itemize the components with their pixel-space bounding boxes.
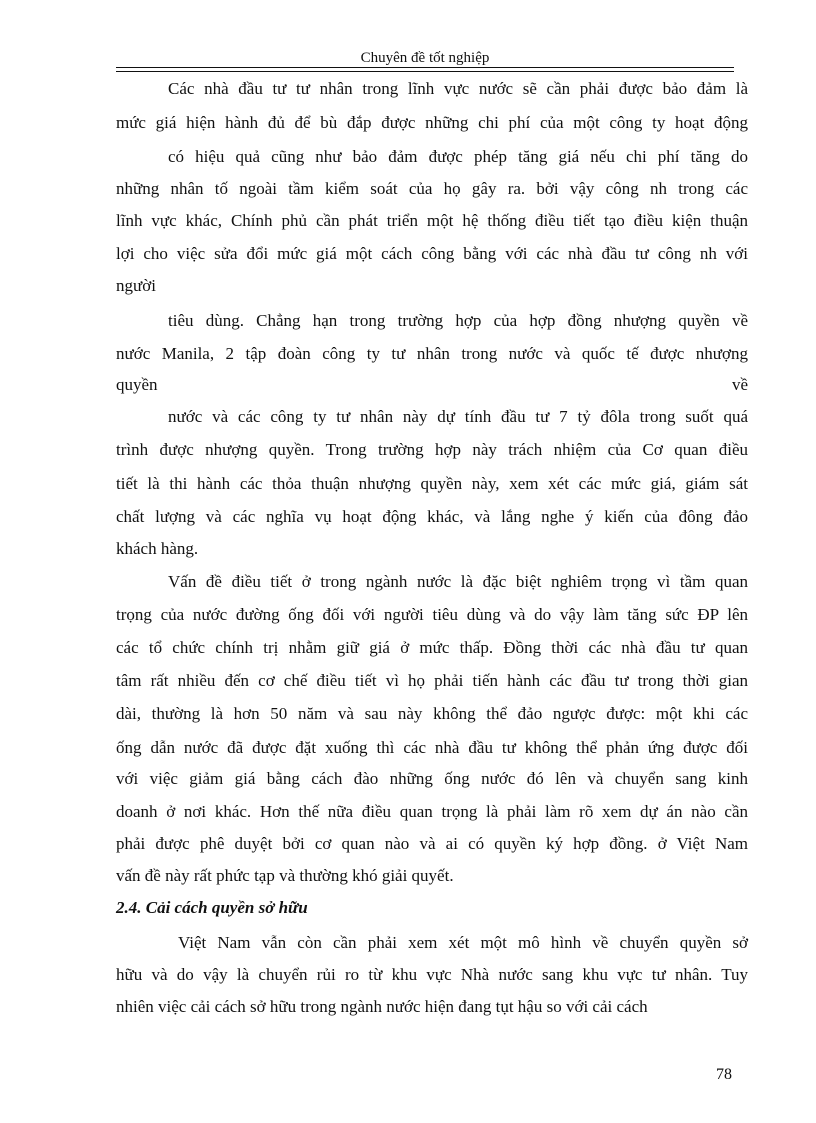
body-line: Việt Nam vẫn còn cần phải xem xét một mô hình về chuyển quyền sở: [178, 933, 748, 952]
body-line: dài, thường là hơn 50 năm và sau này không thể đảo ngược được: một khi các: [116, 704, 748, 723]
section-heading: 2.4. Cải cách quyền sở hữu: [116, 898, 308, 917]
body-line: trình được nhượng quyền. Trong trường hợp này trách nhiệm của Cơ quan điều: [116, 440, 748, 459]
body-line: chất lượng và các nghĩa vụ hoạt động khác, và lắng nghe ý kiến của đông đảo: [116, 507, 748, 526]
header-rule-thick: [116, 67, 734, 68]
body-line: với việc giảm giá bằng cách đào những ống nước đó lên và chuyển sang kinh: [116, 769, 748, 788]
body-line: tiêu dùng. Chẳng hạn trong trường hợp của hợp đồng nhượng quyền về: [168, 311, 748, 330]
body-line: những nhân tố ngoài tầm kiểm soát của họ gây ra. bởi vậy công nh trong các: [116, 179, 748, 198]
body-line: nước và các công ty tư nhân này dự tính đầu tư 7 tỷ đôla trong suốt quá: [168, 407, 748, 426]
body-line: nhiên việc cải cách sở hữu trong ngành nước hiện đang tụt hậu so với cải cách: [116, 997, 648, 1016]
body-line: khách hàng.: [116, 539, 199, 558]
body-line: nước Manila, 2 tập đoàn công ty tư nhân trong nước và quốc tế được nhượng: [116, 344, 748, 363]
body-line: hữu và do vậy là chuyển rủi ro từ khu vực Nhà nước sang khu vực tư nhân. Tuy: [116, 965, 748, 984]
body-line: phải được phê duyệt bởi cơ quan nào và ai có quyền ký hợp đồng. ở Việt Nam: [116, 834, 748, 853]
page-number: 78: [716, 1066, 732, 1083]
body-line: tiết là thi hành các thỏa thuận nhượng quyền này, xem xét các mức giá, giám sát: [116, 474, 748, 493]
body-line: có hiệu quả cũng như bảo đảm được phép tăng giá nếu chi phí tăng do: [168, 147, 748, 166]
body-line: vấn đề này rất phức tạp và thường khó giải quyết.: [116, 866, 454, 885]
body-line: quyền về: [116, 375, 748, 394]
body-line: người: [116, 276, 156, 295]
body-line: mức giá hiện hành đủ để bù đắp được những chi phí của một công ty hoạt động: [116, 113, 748, 132]
body-line: Vấn đề điều tiết ở trong ngành nước là đặc biệt nghiêm trọng vì tầm quan: [168, 572, 748, 591]
body-line: lĩnh vực khác, Chính phủ cần phát triển một hệ thống điều tiết tạo điều kiện thuận: [116, 211, 748, 230]
header-rule-thin: [116, 71, 734, 72]
page-header: Chuyên đề tốt nghiệp: [360, 50, 490, 66]
body-line: Các nhà đầu tư tư nhân trong lĩnh vực nước sẽ cần phải được bảo đảm là: [168, 79, 748, 98]
body-line: các tổ chức chính trị nhằm giữ giá ở mức thấp. Đồng thời các nhà đầu tư quan: [116, 638, 748, 657]
body-line: lợi cho việc sửa đổi mức giá một cách công bằng với các nhà đầu tư công nh với: [116, 244, 748, 263]
body-line: doanh ở nơi khác. Hơn thế nữa điều quan trọng là phải làm rõ xem dự án nào cần: [116, 802, 748, 821]
body-line: trọng của nước đường ống đối với người tiêu dùng và do vậy làm tăng sức ĐP lên: [116, 605, 748, 624]
body-line: ống dẫn nước đã được đặt xuống thì các nhà đầu tư không thể phản ứng được đối: [116, 738, 748, 757]
body-line: tâm rất nhiều đến cơ chế điều tiết vì họ phải tiến hành các đầu tư trong thời gian: [116, 671, 748, 690]
